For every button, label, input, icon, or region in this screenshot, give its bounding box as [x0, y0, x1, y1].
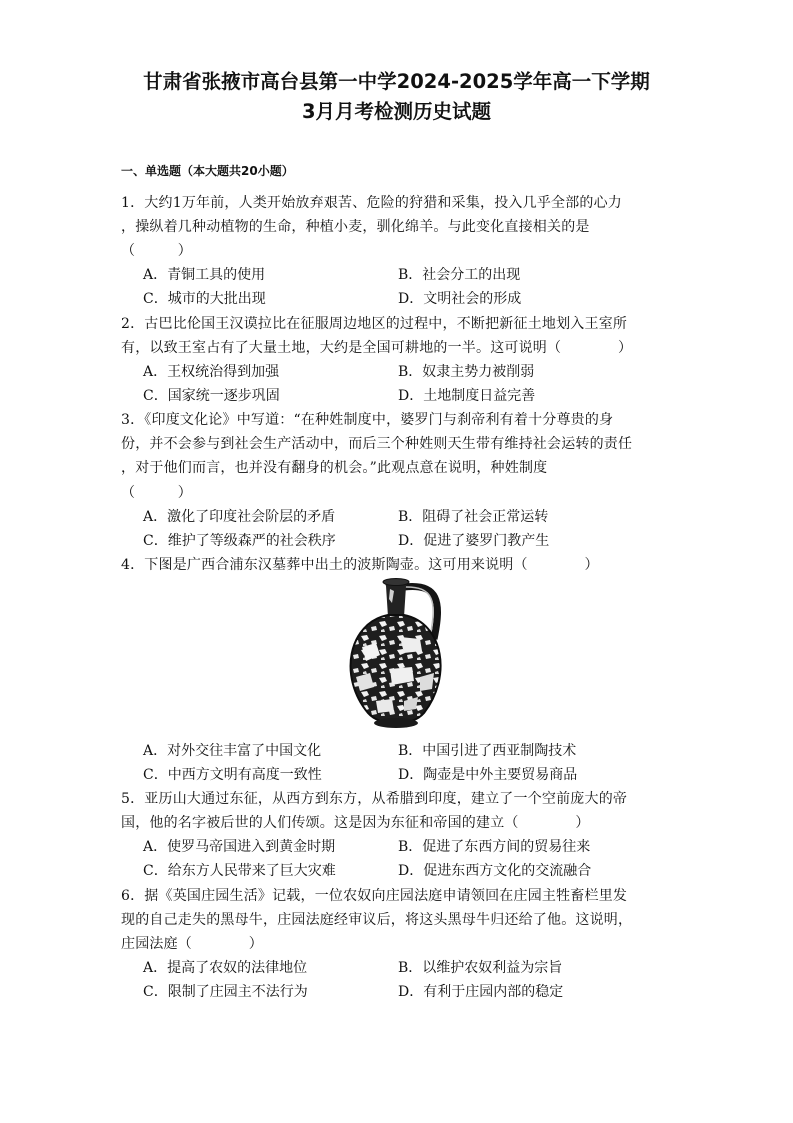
question-5-option-d: D．促进东西方文化的交流融合	[398, 863, 592, 879]
persian-pottery-jar-image	[342, 577, 448, 731]
question-2-option-c: C．国家统一逐步巩固	[143, 388, 280, 404]
question-1-option-c: C．城市的大批出现	[143, 291, 266, 307]
question-1-option-d: D．文明社会的形成	[398, 291, 522, 307]
question-2-line: 有，以致王室占有了大量土地，大约是全国可耕地的一半。这可说明（ ）	[121, 340, 633, 356]
question-6-option-c: C．限制了庄园主不法行为	[143, 984, 308, 1000]
question-2-option-b: B．奴隶主势力被削弱	[398, 364, 535, 380]
question-6-line: 现的自己走失的黑母牛，庄园法庭经审议后，将这头黑母牛归还给了他。这说明，	[121, 912, 633, 928]
question-1-line: 1．大约1万年前，人类开始放弃艰苦、危险的狩猎和采集，投入几乎全部的心力	[121, 195, 623, 211]
question-5-option-b: B．促进了东西方间的贸易往来	[398, 839, 591, 855]
question-3-option-c: C．维护了等级森严的社会秩序	[143, 533, 336, 549]
section-heading: 一、单选题（本大题共20小题）	[121, 164, 294, 178]
question-5-option-c: C．给东方人民带来了巨大灾难	[143, 863, 336, 879]
question-1-option-a: A．青铜工具的使用	[143, 267, 266, 283]
question-1-line: ，操纵着几种动植物的生命，种植小麦，驯化绵羊。与此变化直接相关的是	[121, 219, 590, 235]
question-5-line: 5．亚历山大通过东征，从西方到东方，从希腊到印度，建立了一个空前庞大的帝	[121, 791, 628, 807]
question-4-line: 4．下图是广西合浦东汉墓葬中出土的波斯陶壶。这可用来说明（ ）	[121, 557, 599, 573]
question-2-option-a: A．王权统治得到加强	[143, 364, 280, 380]
question-5-option-a: A．使罗马帝国进入到黄金时期	[143, 839, 336, 855]
question-6-line: 6．据《英国庄园生活》记载，一位农奴向庄园法庭申请领回在庄园主牲畜栏里发	[121, 888, 628, 904]
question-3-line: ，对于他们而言，也并没有翻身的机会。”此观点意在说明，种姓制度	[121, 460, 548, 476]
question-2-option-d: D．土地制度日益完善	[398, 388, 536, 404]
question-5-line: 国，他的名字被后世的人们传颂。这是因为东征和帝国的建立（ ）	[121, 815, 590, 831]
question-2-line: 2．古巴比伦国王汉谟拉比在征服周边地区的过程中，不断把新征土地划入王室所	[121, 316, 628, 332]
question-4-option-b: B．中国引进了西亚制陶技术	[398, 743, 577, 759]
exam-title-line2: 3月月考检测历史试题	[301, 100, 492, 123]
exam-title-line1: 甘肃省张掖市高台县第一中学2024-2025学年高一下学期	[143, 70, 650, 93]
question-6-option-b: B．以维护农奴利益为宗旨	[398, 960, 563, 976]
question-3-line: 份，并不会参与到社会生产活动中，而后三个种姓则天生带有维持社会运转的责任	[121, 436, 633, 452]
question-6-line: 庄园法庭（ ）	[121, 936, 263, 952]
question-3-line: （ ）	[121, 485, 192, 501]
question-3-option-a: A．激化了印度社会阶层的矛盾	[143, 509, 336, 525]
question-1-option-b: B．社会分工的出现	[398, 267, 521, 283]
question-4-option-a: A．对外交往丰富了中国文化	[143, 743, 322, 759]
question-3-line: 3．《印度文化论》中写道：“在种姓制度中，婆罗门与刹帝利有着十分尊贵的身	[121, 412, 614, 428]
question-3-option-b: B．阻碍了社会正常运转	[398, 509, 549, 525]
question-4-option-c: C．中西方文明有高度一致性	[143, 767, 322, 783]
question-6-option-a: A．提高了农奴的法律地位	[143, 960, 308, 976]
question-4-option-d: D．陶壶是中外主要贸易商品	[398, 767, 578, 783]
question-6-option-d: D．有利于庄园内部的稳定	[398, 984, 564, 1000]
question-1-line: （ ）	[121, 243, 192, 259]
question-3-option-d: D．促进了婆罗门教产生	[398, 533, 550, 549]
